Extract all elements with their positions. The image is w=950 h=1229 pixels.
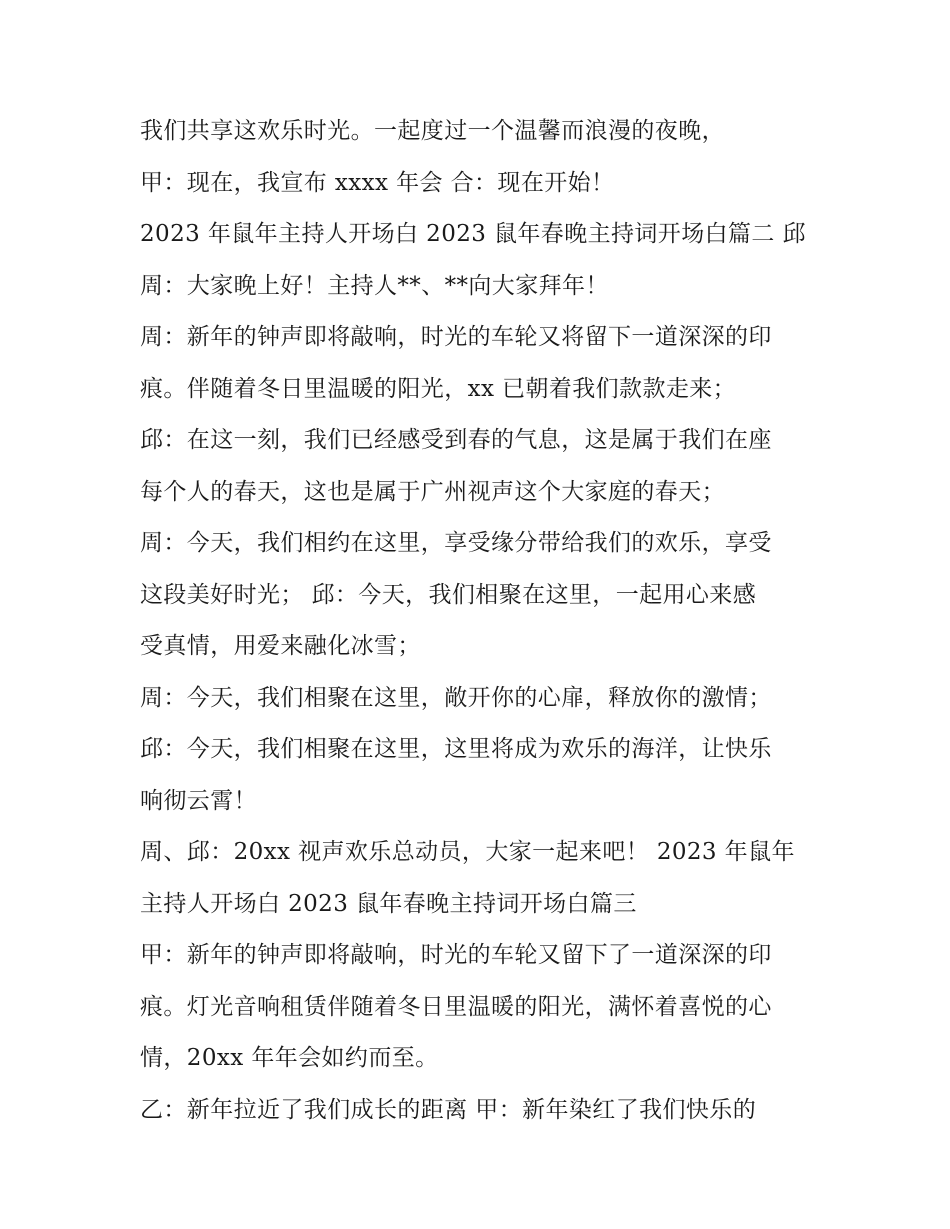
text-line: 痕。灯光音响租赁伴随着冬日里温暖的阳光，满怀着喜悦的心 xyxy=(140,993,772,1020)
text-line: 周：今天，我们相聚在这里，敞开你的心扉，释放你的激情； xyxy=(140,684,772,711)
text-line: 情，20xx 年年会如约而至。 xyxy=(140,1045,439,1071)
text-line: 甲：新年的钟声即将敲响，时光的车轮又留下了一道深深的印 xyxy=(140,942,772,968)
text-line: 周、邱：20xx 视声欢乐总动员，大家一起来吧！ 2023 年鼠年 xyxy=(140,839,795,865)
text-line: 每个人的春天，这也是属于广州视声这个大家庭的春天； xyxy=(140,478,725,505)
text-line: 周：今天，我们相约在这里，享受缘分带给我们的欢乐，享受 xyxy=(140,530,772,556)
text-line: 甲：现在，我宣布 xxxx 年会 合：现在开始！ xyxy=(140,169,615,196)
text-line: 痕。伴随着冬日里温暖的阳光，xx 已朝着我们款款走来； xyxy=(140,375,737,402)
text-line: 受真情，用爱来融化冰雪； xyxy=(140,633,421,659)
text-line: 邱：在这一刻，我们已经感受到春的气息，这是属于我们在座 xyxy=(140,427,772,453)
text-line: 周：新年的钟声即将敲响，时光的车轮又将留下一道深深的印 xyxy=(140,324,772,350)
text-line: 邱：今天，我们相聚在这里，这里将成为欢乐的海洋，让快乐 xyxy=(140,736,772,762)
text-line: 我们共享这欢乐时光。一起度过一个温馨而浪漫的夜晚， xyxy=(140,118,725,144)
text-line: 响彻云霄！ xyxy=(140,787,257,814)
text-line: 乙：新年拉近了我们成长的距离 甲：新年染红了我们快乐的 xyxy=(140,1096,757,1123)
document-body xyxy=(140,106,830,1136)
text-line: 2023 年鼠年主持人开场白 2023 鼠年春晚主持词开场白篇二 邱 xyxy=(140,221,806,247)
text-line: 主持人开场白 2023 鼠年春晚主持词开场白篇三 xyxy=(140,890,637,917)
text-line: 这段美好时光； 邱：今天，我们相聚在这里，一起用心来感 xyxy=(140,581,757,608)
text-line: 周：大家晚上好！主持人**、**向大家拜年！ xyxy=(140,272,609,299)
